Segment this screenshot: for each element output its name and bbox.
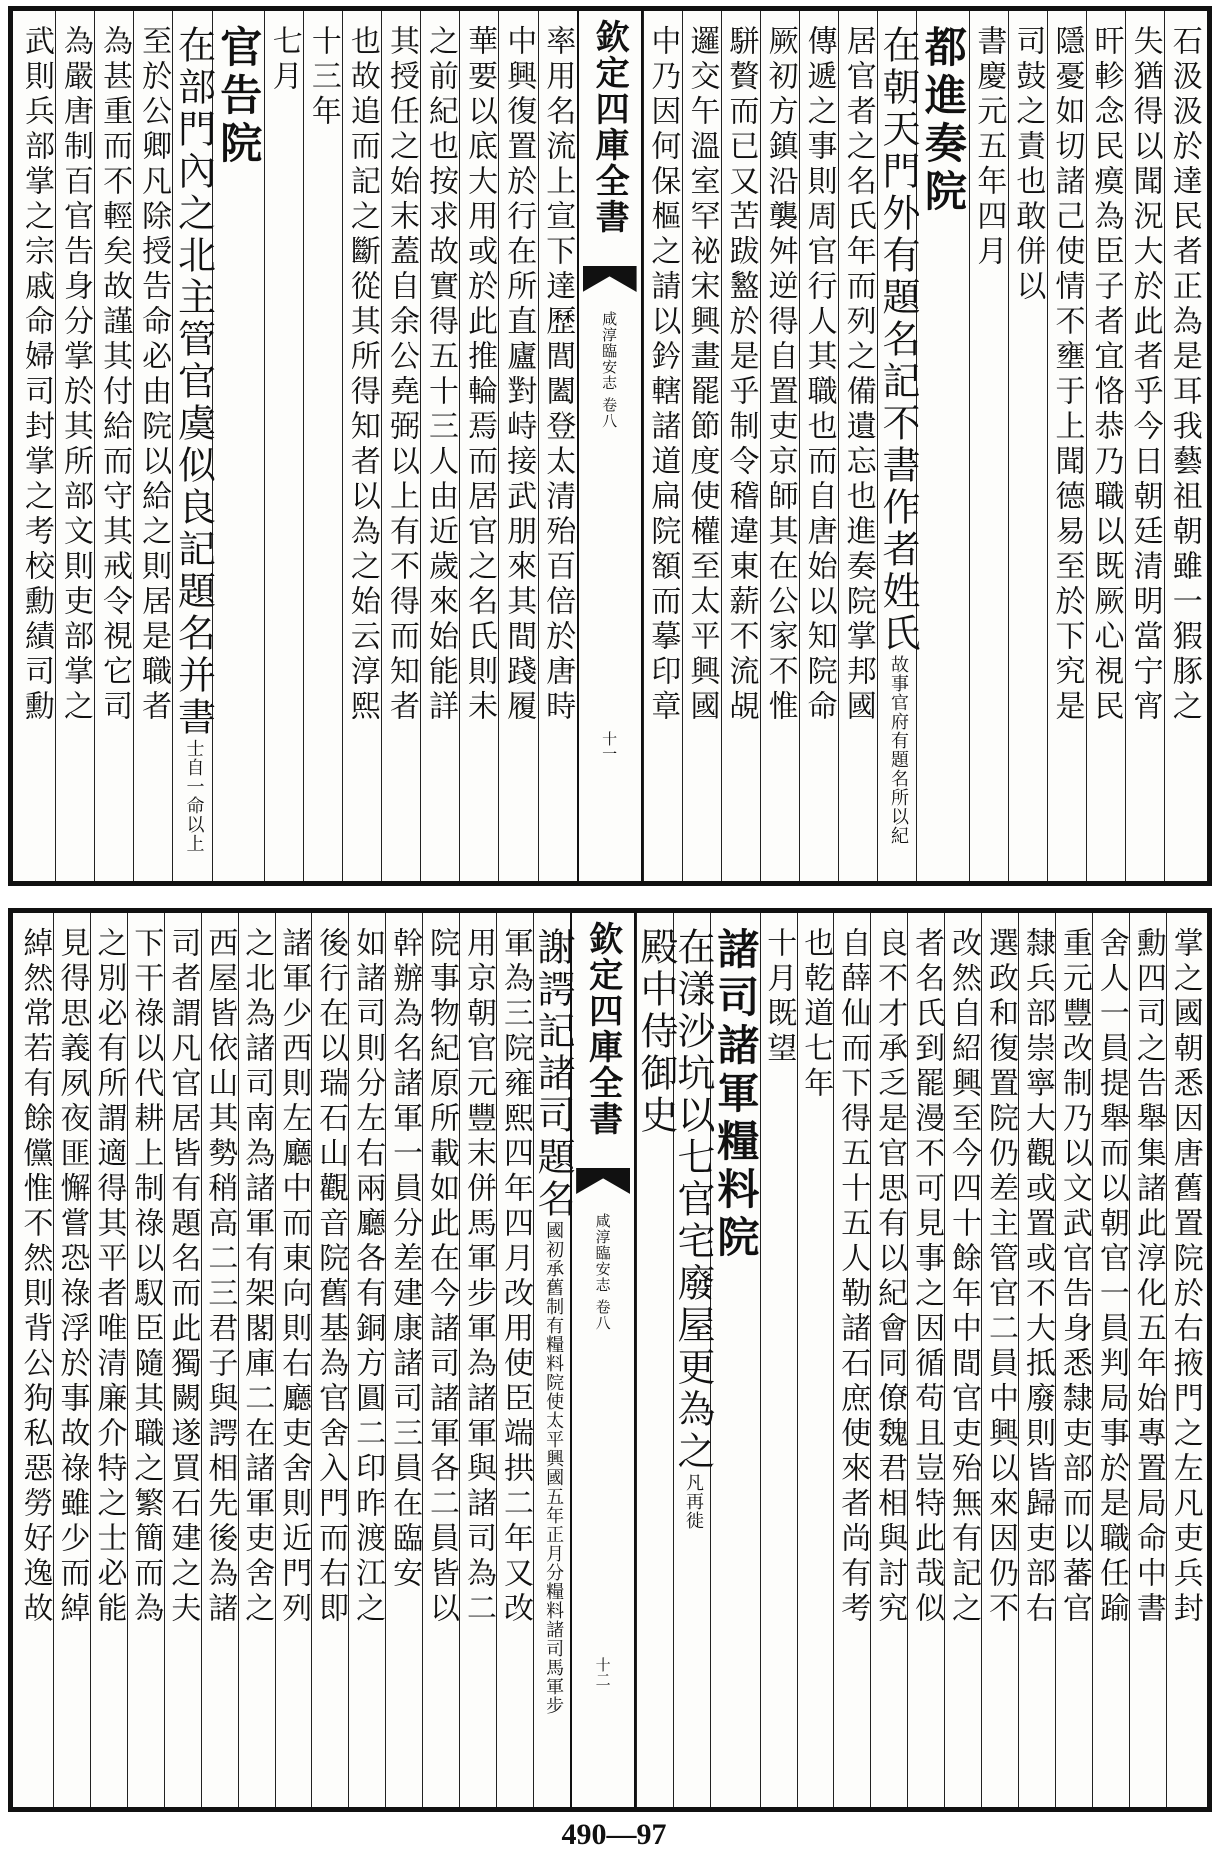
text-column [981, 913, 1018, 1807]
text-column [643, 11, 682, 881]
text-column [385, 913, 422, 1807]
text-column [1129, 913, 1166, 1807]
column-text [346, 25, 378, 725]
column-text [1090, 25, 1122, 725]
column-main-text: 失猶得以聞況大於此者乎今日朝廷清明當宁宵 [1127, 25, 1163, 725]
text-column [212, 11, 264, 881]
text-column [760, 913, 797, 1807]
column-text [1132, 927, 1164, 1627]
text-column [381, 11, 420, 881]
column-text [1012, 25, 1044, 305]
text-column [1055, 913, 1092, 1807]
text-column [1125, 11, 1164, 881]
column-main-text: 其授任之始末蓋自余公堯弼以上有不得而知者 [383, 25, 419, 725]
text-column [348, 913, 385, 1807]
column-text [1051, 25, 1083, 725]
bottom-page-columns [13, 913, 1207, 1807]
text-column [634, 913, 679, 1807]
fishtail-mark-icon [583, 266, 637, 292]
column-text [499, 927, 531, 1627]
text-column [969, 11, 1008, 881]
column-main-text: 十月既望 [761, 927, 797, 1067]
text-column [1166, 913, 1203, 1807]
column-text [130, 927, 162, 1627]
column-text [911, 927, 943, 1627]
text-column [870, 913, 907, 1807]
column-main-text: 在漾沙坑以七官宅廢屋更為之 [670, 927, 715, 1473]
text-column [238, 913, 275, 1807]
column-main-text: 邏交午溫室罕祕宋興畫罷節度使權至太平興國 [684, 25, 720, 725]
column-text [874, 927, 906, 1627]
column-text [60, 25, 92, 725]
column-text [99, 25, 131, 725]
text-column [17, 913, 53, 1807]
center-subtitle [593, 1213, 614, 1331]
column-main-text: 之別必有所謂適得其平者唯清廉介特之士必能 [91, 927, 127, 1627]
column-annotation: 凡再徙 [682, 1473, 704, 1530]
text-column [1008, 11, 1047, 881]
column-main-text: 見得思義夙夜匪懈嘗恐祿浮於事故祿雖少而綽 [54, 927, 90, 1627]
column-main-text: 石汲汲於達民者正為是耳我藝祖朝雖一猳豚之 [1166, 25, 1202, 725]
column-main-text: 自薛仙而下得五十五人勒諸石庶使來者尚有考 [835, 927, 871, 1627]
column-main-text: 諸軍少西則左廳中而東向則右廳吏舍則近門列 [276, 927, 312, 1627]
column-text [763, 927, 795, 1067]
column-main-text: 華要以底大用或於此推輪焉而居官之名氏則未 [462, 25, 498, 725]
text-column [710, 913, 760, 1807]
text-column [422, 913, 459, 1807]
column-main-text: 居官者之名氏年而列之備遺忘也進奏院掌邦國 [840, 25, 876, 725]
text-column [127, 913, 164, 1807]
section-title-line [876, 25, 921, 845]
column-text [315, 927, 347, 1627]
text-column [916, 11, 968, 881]
column-main-text: 也乾道七年 [798, 927, 834, 1102]
column-text [93, 927, 125, 1627]
column-main-text: 為嚴唐制百官告身分掌於其所部文則吏部掌之 [58, 25, 94, 725]
column-text [725, 25, 757, 725]
column-text [167, 927, 199, 1627]
text-column [721, 11, 760, 881]
center-page-number: 十一 [600, 731, 619, 761]
column-text [837, 927, 869, 1627]
column-text [426, 927, 458, 1627]
column-annotation: 國初承舊制有糧料院使太平興國五年正月分糧料諸司馬軍步 [543, 1221, 565, 1715]
column-main-text: 良不才承乏是官思有以紀會同僚魏君相與討究 [872, 927, 908, 1627]
text-column [1092, 913, 1129, 1807]
top-page [8, 6, 1212, 886]
column-main-text: 諸司諸軍糧料院 [711, 927, 761, 1263]
column-text [425, 25, 457, 725]
text-column [1018, 913, 1055, 1807]
section-heading [918, 25, 968, 217]
center-page-number: 十二 [593, 1657, 612, 1687]
column-main-text: 武則兵部掌之宗戚命婦司封掌之考校勳績司勳 [18, 25, 54, 725]
column-main-text: 至於公卿凡除授告命必由院以給之則居是職者 [136, 25, 172, 725]
column-text [803, 25, 835, 725]
column-main-text: 後行在以瑞石山觀音院舊基為官舍入門而右即 [313, 927, 349, 1627]
column-text [842, 25, 874, 725]
text-column [164, 913, 201, 1807]
text-column [797, 913, 834, 1807]
column-main-text: 之北為諸司南為諸軍有架閣庫二在諸軍吏舍之 [239, 927, 275, 1627]
column-text [800, 927, 832, 1102]
text-column [538, 11, 577, 881]
column-main-text: 掌之國朝悉因唐舊置院於右掖門之左凡吏兵封 [1167, 927, 1203, 1627]
column-main-text: 旰軫念民瘼為臣子者宜恪恭乃職以既厥心視民 [1088, 25, 1124, 725]
center-book-title: 欽定四庫全書 [582, 921, 623, 1137]
text-column [201, 913, 238, 1807]
column-main-text: 官告院 [214, 25, 264, 169]
center-book-name: 咸淳臨安志 [593, 1213, 612, 1293]
text-column [498, 11, 537, 881]
column-main-text: 者名氏到罷漫不可見事之因循苟且豈特此哉似 [909, 927, 945, 1627]
column-main-text: 十三年 [305, 25, 341, 130]
column-text [985, 927, 1017, 1627]
column-annotation: 故事官府有題名所以紀 [888, 655, 910, 845]
column-text [385, 25, 417, 725]
text-column [838, 11, 877, 881]
column-text [1095, 927, 1127, 1627]
text-column [90, 913, 127, 1807]
page-number: 490—97 [561, 1818, 667, 1851]
column-main-text: 軍為三院雍熙四年四月改用使臣端拱二年又改 [497, 927, 533, 1627]
column-text [462, 927, 494, 1627]
column-main-text: 厥初方鎮沿襲舛逆得自置吏京師其在公家不惟 [762, 25, 798, 725]
column-text [1129, 25, 1161, 725]
text-column [682, 11, 721, 881]
text-column [94, 11, 133, 881]
column-text [268, 25, 300, 95]
column-text [503, 25, 535, 725]
column-text [352, 927, 384, 1627]
column-main-text: 改然自紹興至今四十餘年中間官吏殆無有記之 [946, 927, 982, 1627]
column-text [464, 25, 496, 725]
section-heading [711, 927, 761, 1263]
column-text [1058, 927, 1090, 1627]
text-column [275, 913, 312, 1807]
section-title-line [670, 927, 715, 1530]
column-text [389, 927, 421, 1592]
column-main-text: 勳四司之告舉集諸此淳化五年始專置局命中書 [1130, 927, 1166, 1627]
column-main-text: 傳遞之事則周官行人其職也而自唐始以知院命 [801, 25, 837, 725]
column-main-text: 選政和復置院仍差主管官二員中興以來因仍不 [983, 927, 1018, 1627]
section-title-line [634, 927, 679, 1137]
center-book-name: 咸淳臨安志 [600, 311, 619, 391]
center-volume: 卷八 [600, 397, 619, 429]
column-main-text: 院事物紀原所載如此在今諸司諸軍各二員皆以 [424, 927, 460, 1627]
column-main-text: 也故追而記之斷從其所得知者以為之始云淳熙 [344, 25, 380, 725]
column-main-text: 重元豐改制乃以文武官告身悉隸吏部而以蕃官 [1056, 927, 1092, 1627]
column-main-text: 幹辦為名諸軍一員分差建康諸司三員在臨安 [387, 927, 423, 1592]
column-main-text: 在朝天門外有題名記不書作者姓氏 [876, 25, 921, 655]
text-column [944, 913, 981, 1807]
section-heading [214, 25, 264, 169]
text-column [55, 11, 94, 881]
text-column [1086, 11, 1125, 881]
fishtail-mark-icon [576, 1168, 630, 1194]
column-main-text: 都進奏院 [918, 25, 968, 217]
column-text [764, 25, 796, 725]
column-main-text: 用京朝官元豐末併馬軍步軍為諸軍與諸司為二 [460, 927, 496, 1627]
text-column [264, 11, 303, 881]
column-text [241, 927, 273, 1627]
text-column [760, 11, 799, 881]
column-main-text: 下干祿以代耕上制祿以馭臣隨其職之繁簡而為 [128, 927, 164, 1627]
column-text [542, 25, 574, 725]
column-text [948, 927, 980, 1627]
section-title-line [531, 927, 576, 1715]
center-fold [577, 11, 643, 881]
column-main-text: 七月 [266, 25, 302, 95]
text-column [799, 11, 838, 881]
top-page-columns [13, 11, 1207, 881]
column-main-text: 中興復置於行在所直廬對峙接武朋來其間踐履 [501, 25, 537, 725]
column-main-text: 率用名流上宣下達歷閭闔登太清殆百倍於唐時 [540, 25, 576, 725]
column-main-text: 隱憂如切諸己使情不壅于上聞德易至於下究是 [1049, 25, 1085, 725]
center-book-title: 欽定四庫全書 [589, 19, 630, 235]
text-column [907, 913, 944, 1807]
text-column [459, 913, 496, 1807]
column-main-text: 書慶元五年四月 [971, 25, 1007, 270]
text-column [670, 913, 715, 1807]
column-main-text: 西屋皆依山其勢稍高二三君子與諤相先後為諸 [202, 927, 238, 1627]
column-text [973, 25, 1005, 270]
column-main-text: 司鼓之責也敢併以 [1010, 25, 1046, 305]
text-column [1047, 11, 1086, 881]
column-text [20, 25, 52, 725]
section-title-line [171, 25, 216, 853]
column-text [19, 927, 51, 1627]
column-text [1168, 25, 1200, 725]
column-main-text: 之前紀也按求故實得五十三人由近歲來始能詳 [423, 25, 459, 725]
text-column [133, 11, 172, 881]
center-subtitle [599, 311, 620, 429]
column-main-text: 如諸司則分左右兩廳各有銅方圓二印昨渡江之 [350, 927, 386, 1627]
column-text [1021, 927, 1053, 1627]
center-volume: 卷八 [593, 1299, 612, 1331]
text-column [311, 913, 348, 1807]
column-main-text: 隸兵部崇寧大觀或置或不大抵廢則皆歸吏部右 [1019, 927, 1055, 1627]
text-column [496, 913, 533, 1807]
column-main-text: 駢贅而已又苦跋盭於是乎制令稽違東薪不流覘 [723, 25, 759, 725]
text-column [53, 913, 90, 1807]
column-main-text: 殿中侍御史 [634, 927, 679, 1137]
column-text [56, 927, 88, 1627]
text-column [342, 11, 381, 881]
column-main-text: 在部門內之北主管官虞似良記題名并書 [171, 25, 216, 739]
column-main-text: 舍人一員提舉而以朝官一員判局事於是職任踰 [1093, 927, 1129, 1627]
column-text [307, 25, 339, 130]
text-column [833, 913, 870, 1807]
column-main-text: 綽然常若有餘儻惟不然則背公狗私惡勞好逸故 [17, 927, 53, 1627]
text-column [1164, 11, 1203, 881]
column-main-text: 為甚重而不輕矣故謹其付給而守其戒令視它司 [97, 25, 133, 725]
column-main-text: 謝諤記諸司題名 [531, 927, 576, 1221]
text-column [303, 11, 342, 881]
column-text [204, 927, 236, 1627]
text-column [531, 913, 576, 1807]
column-text [647, 25, 679, 725]
column-annotation: 士自一命以上 [183, 739, 205, 853]
column-text [686, 25, 718, 725]
text-column [171, 11, 216, 881]
column-text [138, 25, 170, 725]
column-text [278, 927, 310, 1627]
text-column [420, 11, 459, 881]
column-main-text: 中乃因何保樞之請以鈐轄諸道扁院額而摹印章 [645, 25, 681, 725]
text-column [17, 11, 55, 881]
text-column [459, 11, 498, 881]
text-column [876, 11, 921, 881]
column-main-text: 司者謂凡官居皆有題名而此獨闕遂買石建之夫 [165, 927, 201, 1627]
center-fold [570, 913, 636, 1807]
column-text [1169, 927, 1201, 1627]
bottom-page [8, 908, 1212, 1812]
